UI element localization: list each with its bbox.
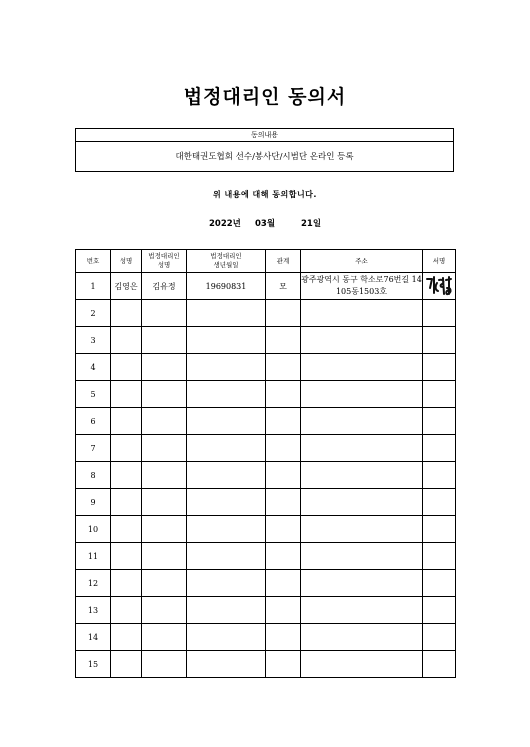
row-number: 7 (76, 435, 111, 462)
cell-rep-name (142, 624, 187, 651)
row-number: 13 (76, 597, 111, 624)
table-row (76, 651, 456, 678)
cell-address (301, 597, 423, 624)
row-number: 9 (76, 489, 111, 516)
cell-signature (423, 435, 456, 462)
cell-name (111, 624, 142, 651)
date-day: 21일 (301, 219, 322, 229)
cell-address (301, 327, 423, 354)
cell-rep-birth (187, 300, 266, 327)
cell-rep-name (142, 462, 187, 489)
cell-rep-name (142, 435, 187, 462)
row-number: 1 (76, 273, 111, 300)
table-row (76, 516, 456, 543)
cell-address (301, 462, 423, 489)
cell-rep-birth (187, 354, 266, 381)
cell-relation (266, 624, 301, 651)
cell-rep-birth (187, 570, 266, 597)
header-rep-name-line1: 법정대리인 (148, 252, 180, 260)
row-number: 4 (76, 354, 111, 381)
cell-rep-name (142, 354, 187, 381)
cell-relation (266, 651, 301, 678)
cell-signature (423, 327, 456, 354)
row-number: 15 (76, 651, 111, 678)
consent-header: 동의내용 (76, 129, 453, 142)
cell-rep-name (142, 543, 187, 570)
row-number: 10 (76, 516, 111, 543)
date-year: 2022년 (209, 219, 241, 229)
cell-name (111, 408, 142, 435)
cell-name (111, 327, 142, 354)
cell-signature (423, 651, 456, 678)
row-number: 14 (76, 624, 111, 651)
cell-rep-birth (187, 462, 266, 489)
cell-address (301, 651, 423, 678)
cell-rep-name (142, 516, 187, 543)
cell-address (301, 516, 423, 543)
cell-name (111, 435, 142, 462)
cell-rep-birth (187, 381, 266, 408)
agreement-statement: 위 내용에 대해 동의합니다. (213, 190, 317, 199)
cell-signature (423, 273, 456, 300)
cell-name (111, 489, 142, 516)
row-number: 2 (76, 300, 111, 327)
cell-rep-birth: 19690831 (187, 273, 266, 300)
cell-rep-name (142, 327, 187, 354)
cell-address (301, 354, 423, 381)
cell-rep-name (142, 651, 187, 678)
row-number: 11 (76, 543, 111, 570)
cell-name: 김영은 (111, 273, 142, 300)
cell-name (111, 354, 142, 381)
cell-rep-birth (187, 624, 266, 651)
cell-rep-birth (187, 327, 266, 354)
cell-address (301, 489, 423, 516)
cell-name (111, 651, 142, 678)
cell-rep-name (142, 570, 187, 597)
row-number: 12 (76, 570, 111, 597)
cell-signature (423, 570, 456, 597)
cell-signature (423, 597, 456, 624)
header-rep-name-line2: 성명 (157, 261, 171, 269)
table-row (76, 597, 456, 624)
cell-name (111, 516, 142, 543)
cell-relation (266, 354, 301, 381)
table-row (76, 273, 456, 300)
header-relation: 관계 (266, 250, 301, 273)
header-address: 주소 (301, 250, 423, 273)
cell-rep-birth (187, 651, 266, 678)
cell-rep-birth (187, 516, 266, 543)
cell-name (111, 462, 142, 489)
cell-signature (423, 408, 456, 435)
row-number: 6 (76, 408, 111, 435)
cell-address (301, 435, 423, 462)
cell-signature (423, 354, 456, 381)
cell-signature (423, 624, 456, 651)
cell-address (301, 381, 423, 408)
table-row (76, 570, 456, 597)
cell-address (301, 543, 423, 570)
table-row (76, 489, 456, 516)
cell-relation (266, 489, 301, 516)
cell-relation (266, 327, 301, 354)
table-header-row (76, 250, 456, 273)
cell-relation: 모 (266, 273, 301, 300)
cell-address (301, 408, 423, 435)
cell-relation (266, 462, 301, 489)
table-row (76, 381, 456, 408)
cell-rep-birth (187, 408, 266, 435)
cell-rep-birth (187, 543, 266, 570)
cell-address: 광주광역시 동구 학소로76번길 14 105동1503호 (301, 273, 423, 300)
consent-box (75, 128, 454, 172)
cell-name (111, 543, 142, 570)
header-rep-name (142, 250, 187, 273)
cell-rep-name (142, 597, 187, 624)
header-rep-birth-line2: 생년월일 (213, 261, 239, 269)
document-title: 법정대리인 동의서 (183, 86, 347, 108)
cell-rep-birth (187, 435, 266, 462)
cell-address (301, 570, 423, 597)
header-no: 번호 (76, 250, 111, 273)
cell-relation (266, 381, 301, 408)
row-number: 5 (76, 381, 111, 408)
cell-name (111, 597, 142, 624)
cell-relation (266, 516, 301, 543)
cell-address (301, 300, 423, 327)
row-number: 8 (76, 462, 111, 489)
cell-relation (266, 300, 301, 327)
cell-address (301, 624, 423, 651)
cell-name (111, 570, 142, 597)
cell-rep-name (142, 408, 187, 435)
cell-relation (266, 597, 301, 624)
cell-signature (423, 543, 456, 570)
header-name: 성명 (111, 250, 142, 273)
table-row (76, 543, 456, 570)
cell-signature (423, 516, 456, 543)
cell-signature (423, 381, 456, 408)
table-row (76, 408, 456, 435)
table-row (76, 354, 456, 381)
cell-name (111, 300, 142, 327)
cell-relation (266, 408, 301, 435)
cell-rep-name (142, 300, 187, 327)
table-row (76, 462, 456, 489)
cell-rep-name (142, 489, 187, 516)
cell-signature (423, 462, 456, 489)
cell-relation (266, 543, 301, 570)
cell-relation (266, 435, 301, 462)
consent-content: 대한태권도협회 선수/봉사단/시범단 온라인 등록 (175, 152, 354, 162)
handwritten-signature (424, 274, 454, 298)
table-row (76, 327, 456, 354)
cell-rep-birth (187, 597, 266, 624)
header-signature: 서명 (423, 250, 456, 273)
header-rep-birth-line1: 법정대리인 (210, 252, 242, 260)
cell-name (111, 381, 142, 408)
header-rep-birth (187, 250, 266, 273)
cell-signature (423, 489, 456, 516)
cell-relation (266, 570, 301, 597)
table-row (76, 435, 456, 462)
consent-table (75, 249, 456, 678)
table-row (76, 300, 456, 327)
cell-rep-name: 김유정 (142, 273, 187, 300)
cell-signature (423, 300, 456, 327)
cell-rep-birth (187, 489, 266, 516)
date-month: 03월 (255, 219, 276, 229)
row-number: 3 (76, 327, 111, 354)
cell-rep-name (142, 381, 187, 408)
table-row (76, 624, 456, 651)
